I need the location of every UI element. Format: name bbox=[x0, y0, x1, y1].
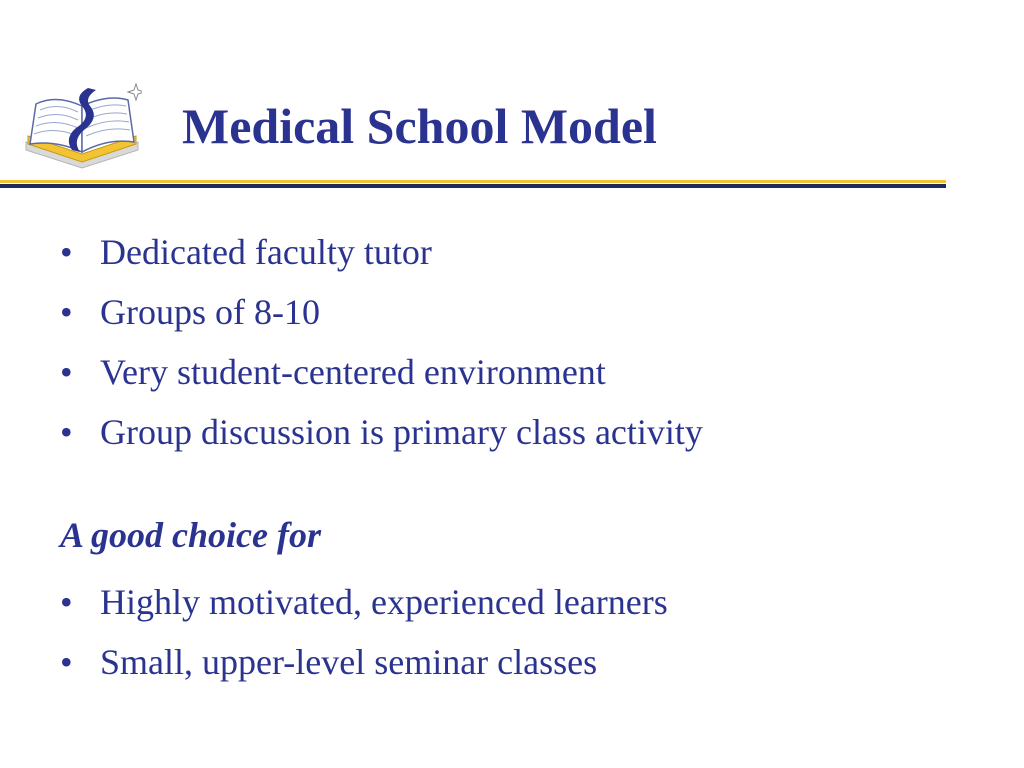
bullet-icon: • bbox=[60, 642, 73, 682]
section-subheading: A good choice for bbox=[60, 515, 321, 555]
bullet-text: Very student-centered environment bbox=[100, 352, 606, 392]
title-divider-navy bbox=[0, 184, 946, 188]
bullet-text: Small, upper-level seminar classes bbox=[100, 642, 598, 682]
bullet-text: Group discussion is primary class activity bbox=[100, 412, 703, 452]
bullet-text: Groups of 8-10 bbox=[100, 292, 320, 332]
bullet-icon: • bbox=[60, 412, 73, 452]
bullet-text: Highly motivated, experienced learners bbox=[100, 582, 668, 622]
bullet-icon: • bbox=[60, 582, 73, 622]
bullet-icon: • bbox=[60, 292, 73, 332]
bullet-icon: • bbox=[60, 232, 73, 272]
bullet-icon: • bbox=[60, 352, 73, 392]
slide-title: Medical School Model bbox=[182, 98, 657, 154]
title-divider-gold bbox=[0, 180, 946, 183]
open-book-icon bbox=[22, 80, 142, 170]
bullet-text: Dedicated faculty tutor bbox=[100, 232, 432, 272]
